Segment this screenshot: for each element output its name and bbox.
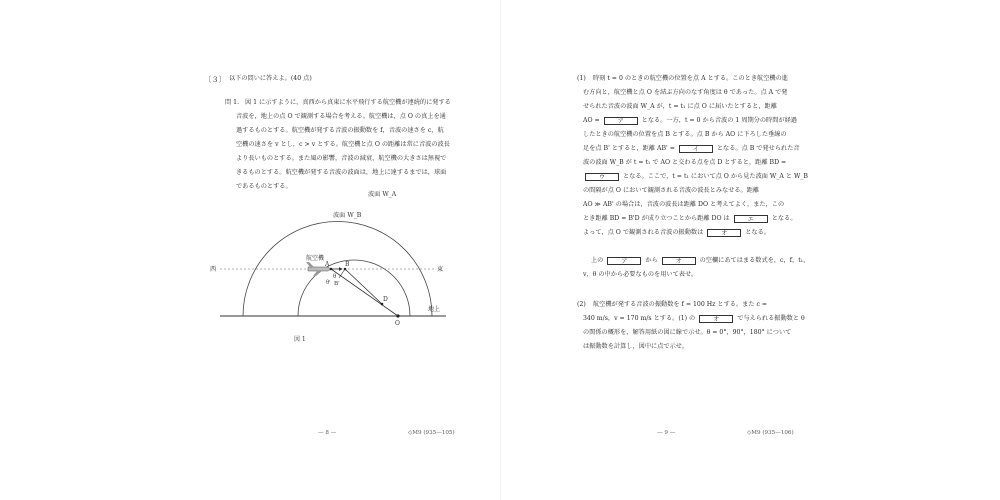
page-code-right: ◇M9 (935—106) <box>747 430 794 436</box>
point-b-prime-label: B' <box>334 281 340 287</box>
part2-line-1: 航空機が発する音波の振動数を f = 100 Hz とする。また c = <box>593 301 768 308</box>
point-b-dot <box>344 268 347 271</box>
part1-line-5: したときの航空機の位置を点 B とする。点 B から AO に下ろした垂線の <box>583 131 787 138</box>
part1-line-6 <box>583 142 800 156</box>
section-instruction: 以下の問いに答えよ。(40 点) <box>229 75 312 82</box>
line-b-d <box>345 269 382 304</box>
page-code-left: ◇M9 (935—105) <box>408 430 455 436</box>
point-o-label: O <box>395 320 400 327</box>
part1-line-11 <box>583 212 796 226</box>
problem-line-5: より長いものとする。また風の影響，音波の減衰，航空機の大きさは無視で <box>236 155 447 162</box>
freq-tail: となる。 <box>745 229 770 236</box>
point-o-dot <box>396 314 399 317</box>
part1-line-8 <box>583 170 808 184</box>
freq-label: よって，点 O で観測される音波の振動数は <box>583 229 704 236</box>
page-number-left: — 8 — <box>318 430 337 436</box>
part1-line-1: 時刻 t = 0 のときの航空機の位置を点 A とする。このとき航空機の進 <box>593 75 788 82</box>
wave-b-label: 波面 W_B <box>333 212 362 219</box>
part1-line-9: の間隔が点 O において観測される音波の波長とみなせる。距離 <box>583 187 760 194</box>
point-d-label: D <box>383 296 388 303</box>
ab-prime-tail: となる。点 B で発せられた音 <box>716 145 800 152</box>
problem-line-7: であるものとする。 <box>236 183 292 190</box>
part1-line-12 <box>583 226 770 240</box>
problem-line-4: 空機の速さを v とし，c > v とする。航空機と点 O の距離は常に音波の波長 <box>236 141 450 148</box>
ground-label: 地上 <box>428 306 441 313</box>
problem-line-1: 図 1 に示すように，真西から真東に水平飛行する航空機が連続的に発する <box>245 99 451 106</box>
angle-theta-prime-label: θ' <box>326 280 331 286</box>
ao-tail: となる。一方，t = 0 から音波の 1 周期分の時間が経過 <box>641 117 797 124</box>
right-page <box>500 0 1000 500</box>
part2-ref: 340 m/s，v = 170 m/s とする。(1) の <box>583 315 696 322</box>
page-number-right: — 9 — <box>657 430 676 436</box>
problem-label: 問 1. <box>225 99 240 106</box>
aircraft-label: 航空機 <box>306 255 325 262</box>
part2-line-4: は振動数を計算し，図中に点で示せ。 <box>583 343 689 350</box>
blank-u-box: ウ <box>585 173 619 181</box>
blank-a-box: ア <box>604 117 638 125</box>
part1-line-4 <box>583 114 797 128</box>
part1-line-7: 波の波面 W_B が t = t₁ で AO と交わる点を点 D とすると，距離 BD = <box>583 159 787 166</box>
ab-prime-label: 足を点 B' とすると，距離 AB' = <box>583 145 675 152</box>
instruction-line-1 <box>591 254 809 268</box>
part1-line-2: む方向と，航空機と点 O を結ぶ方向のなす角度は θ であった。点 A で発 <box>583 89 788 96</box>
part2-label: (2) <box>577 301 586 308</box>
line-a-o <box>331 269 398 316</box>
blank-i-box: イ <box>679 145 713 153</box>
part2-line-2 <box>583 312 805 326</box>
instruction-blank-o-box: オ <box>662 257 696 265</box>
bd-tail: となる。ここで，t = t₁ において点 O から見た波面 W_A と W_B <box>622 173 808 180</box>
figure-caption: 図 1 <box>294 336 306 343</box>
do-label: とき距離 BD ≈ B'D が成り立つことから距離 DO は <box>583 215 730 222</box>
east-label: 東 <box>437 266 444 273</box>
angle-theta-label: θ <box>333 274 337 280</box>
blank-o-box: オ <box>707 229 741 237</box>
ao-label: AO = <box>583 117 600 124</box>
section-label: 〔３〕 <box>204 75 227 84</box>
part2-ref-tail: で与えられる振動数と θ <box>737 315 805 322</box>
problem-line-6: きるものとする。航空機が発する音波の波面は，地上に達するまでは，球面 <box>236 169 447 176</box>
wave-a-label: 波面 W_A <box>368 191 397 198</box>
point-b-label: B <box>345 261 350 268</box>
do-tail: となる。 <box>771 215 797 222</box>
point-a-label: A <box>325 261 330 268</box>
instruction-suffix: の空欄にあてはまる数式を，c，f，t₁， <box>699 257 810 264</box>
part2-blank-o-box: オ <box>699 315 733 323</box>
instruction-line-2: v，θ の中から必要なものを用いて表せ。 <box>583 271 698 278</box>
point-d-dot <box>381 303 384 306</box>
problem-line-3: 過するものとする。航空機が発する音波の振動数を f，音波の速さを c，航 <box>236 127 444 134</box>
figure-1-diagram <box>200 180 450 330</box>
problem-line-2: 音波を，地上の点 O で観測する場合を考える。航空機は，点 O の真上を通 <box>236 113 446 120</box>
part1-line-3: せられた音波の波面 W_A が，t = t₁ に点 O に届いたとすると，距離 <box>583 103 777 110</box>
blank-e-box: エ <box>734 215 768 223</box>
part1-label: (1) <box>577 75 586 82</box>
instruction-blank-a-box: ア <box>607 257 641 265</box>
part2-line-3: の関係の概形を，解答用紙の図に線で示せ。θ = 0°，90°，180° について <box>583 329 792 336</box>
point-a-dot <box>330 268 333 271</box>
instruction-prefix: 上の <box>591 257 604 264</box>
west-label: 西 <box>210 266 217 273</box>
instruction-from: から <box>645 257 658 264</box>
part1-line-10: AO ≫ AB' の場合は，音波の波長は距離 DO と考えてよく，また，この <box>583 201 785 208</box>
